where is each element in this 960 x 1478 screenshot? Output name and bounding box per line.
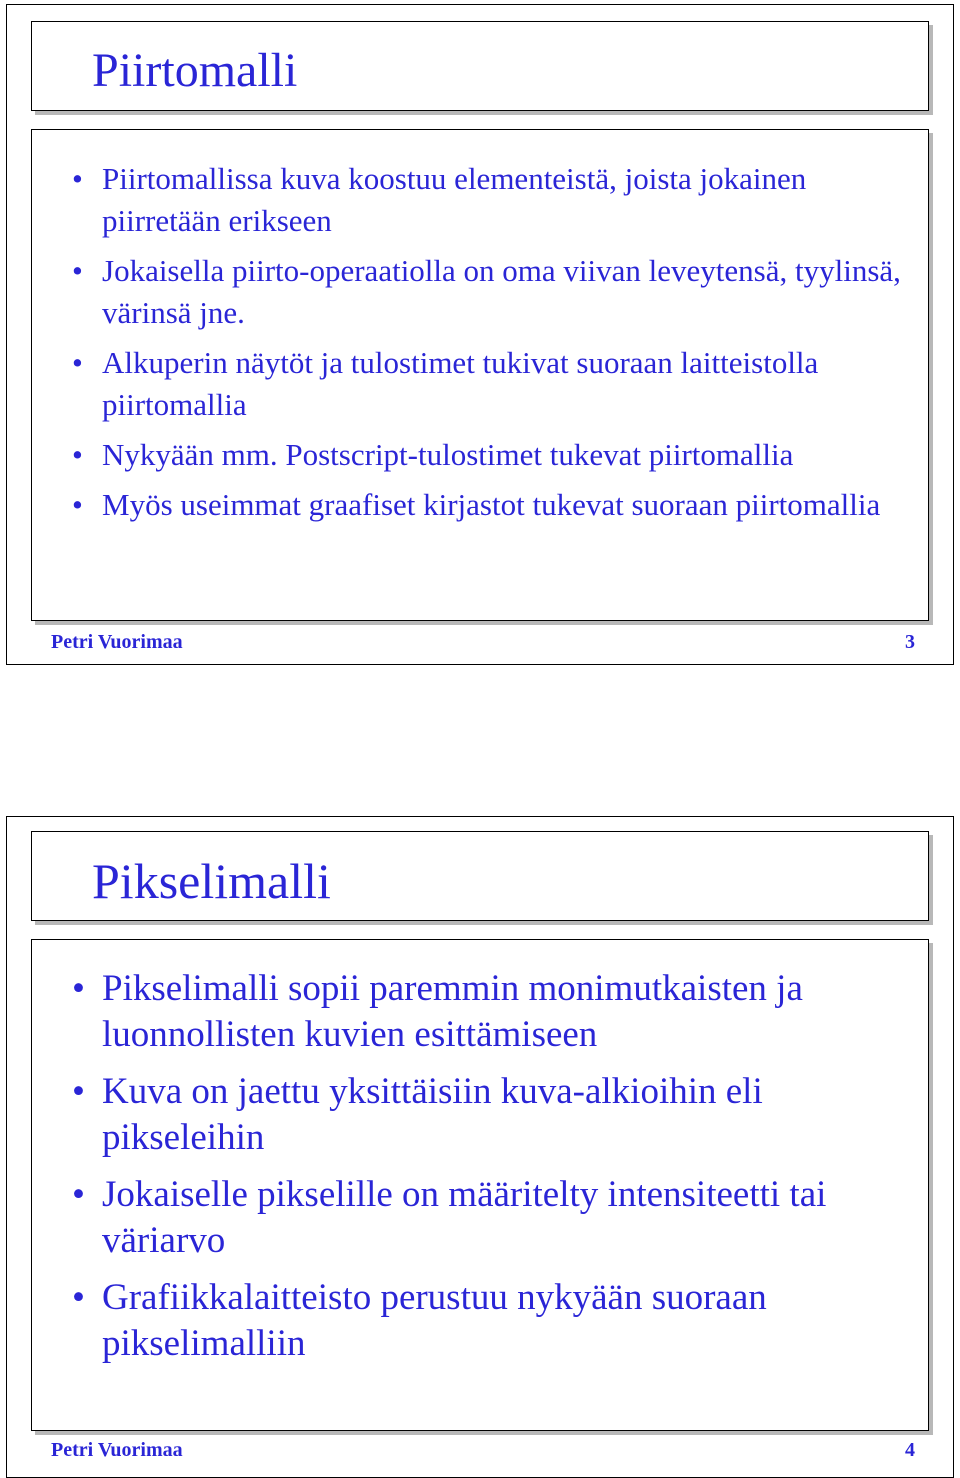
bullet-item [32,250,928,334]
bullet-list [32,966,928,1378]
bullet-icon: • [72,1174,85,1215]
slide-3 [6,4,954,665]
bullet-item [32,1069,928,1161]
slide-body-box [31,129,929,621]
bullet-text: Alkuperin näytöt ja tulostimet tukivat suoraan laitteistolla piirtomallia [102,345,819,422]
page-number: 4 [905,1439,915,1461]
bullet-text: Jokaiselle pikselille on määritelty intensiteetti tai väriarvo [102,1174,827,1261]
bullet-text: Nykyään mm. Postscript-tulostimet tukevat piirtomallia [102,437,794,472]
slide-title: Pikselimalli [92,853,331,909]
bullet-item [32,1275,928,1367]
bullet-icon: • [72,968,85,1009]
slide-4 [6,816,954,1478]
bullet-icon: • [72,1071,85,1112]
footer-author: Petri Vuorimaa [51,631,183,653]
bullet-item [32,966,928,1058]
bullet-item [32,158,928,242]
slide-title-box [31,831,929,921]
slide-body-box [31,939,929,1431]
bullet-icon: • [72,161,83,196]
bullet-icon: • [72,345,83,380]
bullet-text: Myös useimmat graafiset kirjastot tukevat suoraan piirtomallia [102,487,881,522]
bullet-text: Jokaisella piirto-operaatiolla on oma viivan leveytensä, tyylinsä, värinsä jne. [102,253,901,330]
bullet-text: Grafiikkalaitteisto perustuu nykyään suoraan pikselimalliin [102,1277,767,1364]
bullet-item [32,484,928,526]
bullet-text: Kuva on jaettu yksittäisiin kuva-alkioihin eli pikseleihin [102,1071,763,1158]
slide-title-box [31,21,929,111]
bullet-icon: • [72,1277,85,1318]
bullet-icon: • [72,487,83,522]
bullet-item [32,342,928,426]
bullet-text: Pikselimalli sopii paremmin monimutkaisten ja luonnollisten kuvien esittämiseen [102,968,803,1055]
bullet-text: Piirtomallissa kuva koostuu elementeistä, joista jokainen piirretään erikseen [102,161,807,238]
bullet-icon: • [72,437,83,472]
bullet-item [32,434,928,476]
bullet-icon: • [72,253,83,288]
page-number: 3 [905,631,915,653]
slide-title: Piirtomalli [92,44,298,97]
bullet-list [32,158,928,534]
bullet-item [32,1172,928,1264]
footer-author: Petri Vuorimaa [51,1439,183,1461]
